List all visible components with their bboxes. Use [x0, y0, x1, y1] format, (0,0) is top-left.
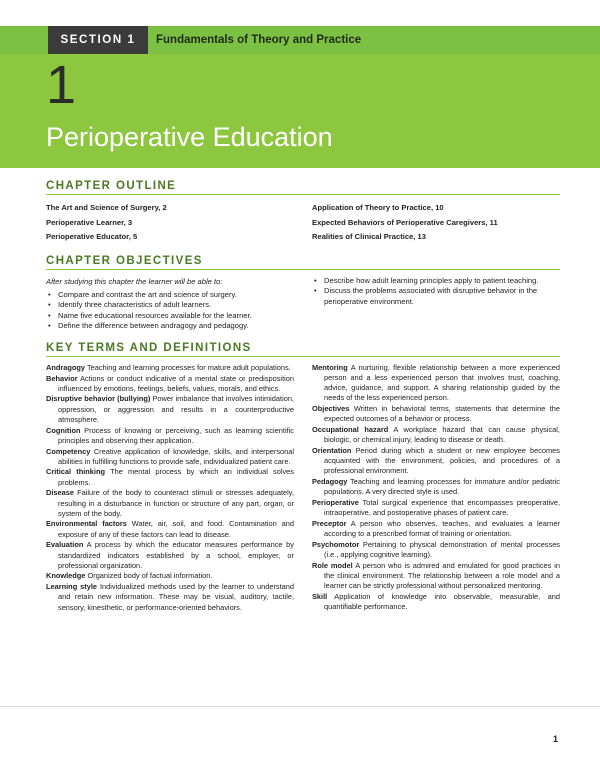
objective-item: • Name five educational resources available for the learner.	[48, 310, 252, 320]
term-entry: Mentoring A nurturing, flexible relationship between a more experienced person and a less experienced person that involves trust, coaching, advice, guidance, and support. A sharing relationship guided by the needs of the less experienced person.	[312, 362, 560, 403]
outline-item: Perioperative Learner, 3	[46, 217, 133, 227]
outline-heading: CHAPTER OUTLINE	[46, 180, 560, 195]
term-entry: Learning style Individualized methods used by the learner to understand and retain new information. These may be visual, auditory, tactile, sensory, kinesthetic, or performance-oriented behaviors.	[46, 582, 295, 612]
term-entry: Pedagogy Teaching and learning processes for immature and/or pediatric populations. A very directed style is used.	[312, 477, 561, 497]
outline-item: The Art and Science of Surgery, 2	[46, 203, 167, 212]
term-entry: Andragogy Teaching and learning processes for mature adult populations.	[46, 362, 291, 372]
term-entry: Evaluation A process by which the educator measures performance by standardized indicators established by a school, employer, or professional organization.	[46, 540, 294, 570]
chapter-banner	[0, 54, 600, 168]
term-entry: Disease Failure of the body to counteract stimuli or stresses adequately, resulting in a disturbance in function or structure of any part, organ, or system of the body.	[46, 488, 295, 518]
objective-item: • Compare and contrast the art and science of surgery.	[48, 289, 237, 299]
chapter-number: 1	[46, 55, 77, 115]
section-title: Fundamentals of Theory and Practice	[156, 34, 362, 46]
chapter-objectives	[46, 276, 560, 332]
objective-item: • Define the difference between andragogy and pedagogy.	[48, 321, 249, 331]
page-content	[46, 180, 560, 613]
term-entry: Perioperative Total surgical experience that encompasses preoperative, intraoperative, and postoperative phases of patient care.	[312, 498, 560, 518]
term-entry: Disruptive behavior (bullying) Power imbalance that involves intimidation, oppression, or aggression and results in a counterproductive atmosphere.	[46, 394, 294, 424]
term-entry: Environmental factors Water, air, soil, and food. Contamination and exposure of any of these factors can lead to disease.	[46, 519, 294, 539]
objectives-intro: After studying this chapter the learner will be able to:	[46, 276, 223, 286]
term-entry: Role model A person who is admired and emulated for good practices in the clinical environment. The relationship between a role model and a learner can be strictly professional without personalized mentoring.	[312, 560, 560, 591]
objectives-right-column	[312, 276, 560, 332]
section-label: SECTION 1	[48, 26, 148, 54]
term-entry: Objectives Written in behavioral terms, statements that determine the expected outcomes of a behavior or process.	[312, 404, 560, 424]
objective-item: • Identify three characteristics of adult learners.	[48, 300, 212, 310]
key-terms	[46, 363, 560, 613]
outline-item: Realities of Clinical Practice, 13	[312, 232, 426, 241]
outline-item: Expected Behaviors of Perioperative Caregivers, 11	[312, 217, 498, 227]
outline-right-column	[312, 201, 560, 245]
objective-item: • Describe how adult learning principles apply to patient teaching.	[314, 275, 539, 285]
term-entry: Occupational hazard A workplace hazard that can cause physical, biologic, or chemical injury, leading to disease or death.	[312, 425, 560, 445]
objective-item: • Discuss the problems associated with disruptive behavior in the perioperative environment.	[314, 286, 538, 306]
chapter-outline	[46, 201, 560, 245]
key-terms-heading: KEY TERMS AND DEFINITIONS	[46, 342, 560, 357]
outline-left-column	[46, 201, 294, 245]
key-terms-right-column	[312, 363, 560, 613]
section-bar	[0, 26, 600, 54]
term-entry: Competency Creative application of knowledge, skills, and interpersonal abilities in fulfilling functions to provide safe, individualized patient care.	[46, 446, 294, 466]
outline-item: Perioperative Educator, 5	[46, 232, 138, 241]
term-entry: Critical thinking The mental process by which an individual solves problems.	[46, 467, 294, 487]
term-entry: Psychomotor Pertaining to physical demonstration of mental processes (i.e., applying cognitive learning).	[312, 539, 560, 560]
term-entry: Knowledge Organized body of factual information.	[46, 571, 213, 581]
outline-item: Application of Theory to Practice, 10	[312, 203, 444, 212]
key-terms-left-column	[46, 363, 294, 613]
term-entry: Skill Application of knowledge into observable, measurable, and quantifiable performance.	[312, 591, 560, 612]
chapter-title: Perioperative Education	[46, 122, 333, 152]
term-entry: Behavior Actions or conduct indicative of a mental state or predisposition influenced by emotions, feelings, beliefs, values, morals, and ethics.	[46, 373, 294, 393]
footer-rule	[0, 706, 600, 707]
term-entry: Orientation Period during which a student or new employee becomes acquainted with the environment, policies, and procedures of a professional environment.	[312, 446, 560, 476]
term-entry: Preceptor A person who observes, teaches, and evaluates a learner according to a prescribed format of training or orientation.	[312, 518, 560, 539]
term-entry: Cognition Process of knowing or perceiving, such as learning scientific principles and observing their application.	[46, 425, 294, 445]
objectives-heading: CHAPTER OBJECTIVES	[46, 255, 560, 270]
page-number: 1	[553, 734, 559, 744]
objectives-left-column	[46, 276, 294, 332]
